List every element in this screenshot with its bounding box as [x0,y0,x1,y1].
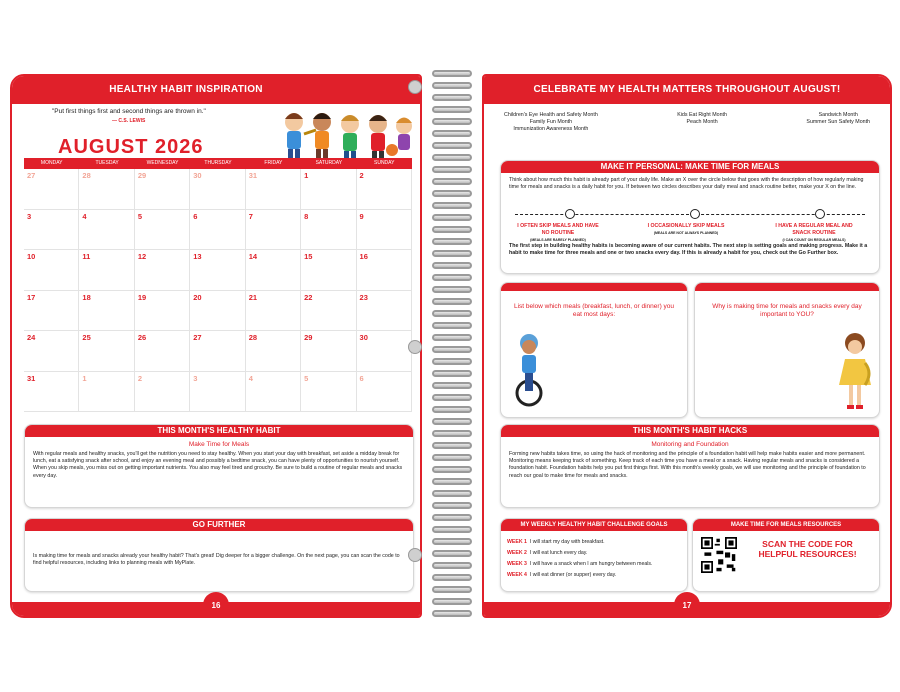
calendar-day-number: 7 [248,211,253,221]
spiral-ring [432,490,472,497]
go-further-body: Is making time for meals and snacks already your healthy habit? That's great! Dig deeper for a bigger challenge. On the next page, you can scan the code to find helpful resources, including links to planning meals with MyPlate. [33,553,400,567]
calendar-day-number: 29 [137,171,147,180]
spiral-ring [432,358,472,365]
calendar-day-cell[interactable] [79,250,134,291]
scale-option-1 [513,223,603,244]
spiral-ring [432,502,472,509]
calendar-day-cell[interactable] [135,250,190,291]
goal-text: I will have a snack when I am hungry between meals. [529,561,653,567]
spiral-ring [432,130,472,137]
calendar-day-number: 5 [137,211,143,221]
spiral-ring [432,538,472,545]
saxophone-girl-illustration [835,329,875,413]
spiral-ring [432,322,472,329]
habit-hacks-body: Forming new habits takes time, so using the hack of monitoring and the principle of a foundation habit will help make habits easier and more permanent. Monitoring means keeping track of something. Keep track of each time you have a meal or a snack. Having regular meals and snacks is considered a foundation habit. Foundation habits help you put first things first. With this month's weekly goals, we will use monitoring and the principle of foundation to reach our goal to make time for meals and snacks. [509,451,866,479]
weekly-goals-box [500,518,688,592]
calendar-day-cell[interactable] [190,331,245,372]
calendar-day-cell[interactable] [246,210,301,251]
calendar-day-cell[interactable] [79,331,134,372]
calendar-day-number: 1 [82,373,87,383]
spiral-ring [432,382,472,389]
calendar-day-number: 27 [27,171,36,180]
healthy-habit-box [24,424,414,508]
calendar-day-cell[interactable] [135,372,190,413]
calendar-day-cell[interactable] [190,169,245,210]
calendar-day-number: 4 [82,211,87,221]
calendar-body [24,169,412,412]
calendar-day-number: 23 [359,292,368,302]
go-further-box [24,518,414,592]
calendar-day-cell[interactable] [24,210,79,251]
weekday-label: FRIDAY [264,160,283,166]
observance-group: Sandwich Month Summer Sun Safety Month [806,112,870,125]
calendar-week-row [24,291,412,332]
weekday-label: SATURDAY [315,160,343,166]
habit-hacks-box [500,424,880,508]
spiral-ring [432,298,472,305]
calendar-day-cell[interactable] [135,210,190,251]
goal-week-label: WEEK 4 [507,572,527,578]
calendar-day-number: 11 [82,252,91,261]
make-it-personal-intro: Think about how much this habit is already part of your daily life. Make an X over the circle below that goes with the description of how regularly making time for meals and snacks is a daily habit for you. If between two circles describes your daily meal and snack routine better, make your X on the line. [509,177,864,191]
spiral-ring [432,550,472,557]
habit-hacks-subtitle: Monitoring and Foundation [651,441,729,448]
page-number-left: 16 [203,592,229,618]
calendar-day-number: 8 [304,211,309,221]
spiral-ring [432,370,472,377]
scale-option-2 [641,223,731,237]
calendar-day-number: 30 [359,333,368,342]
spiral-ring [432,562,472,569]
goal-text: I will eat lunch every day. [529,550,588,556]
calendar-day-number: 28 [82,171,91,180]
calendar-day-number: 25 [82,333,91,342]
calendar-week-row [24,372,412,413]
weekday-label: WEDNESDAY [146,160,179,166]
goal-week-label: WEEK 2 [507,550,527,556]
calendar-day-number: 3 [193,373,198,383]
weekday-header [24,158,412,169]
observance-group: Kids Eat Right Month Peach Month [677,112,727,125]
calendar-day-number: 6 [359,373,364,383]
calendar-grid [24,158,412,412]
scale-option-3 [769,223,859,244]
calendar-week-row [24,331,412,372]
spiral-binding [424,70,480,630]
spiral-ring [432,94,472,101]
weekday-label: THURSDAY [204,160,232,166]
calendar-day-cell[interactable] [79,210,134,251]
resources-title: MAKE TIME FOR MEALS RESOURCES [693,519,879,531]
spiral-ring [432,394,472,401]
spiral-ring [432,106,472,113]
calendar-week-row [24,250,412,291]
spiral-ring [432,166,472,173]
calendar-day-number: 4 [248,373,253,383]
calendar-day-cell[interactable] [301,291,356,332]
why-important-box[interactable] [694,282,880,418]
calendar-day-number: 28 [248,333,258,342]
calendar-day-cell[interactable] [79,291,134,332]
meals-list-header [501,283,687,291]
habit-scale [515,209,865,221]
spiral-ring [432,454,472,461]
make-it-personal-title: MAKE IT PERSONAL: MAKE TIME FOR MEALS [501,161,879,173]
calendar-day-cell[interactable] [301,372,356,413]
why-important-question: Why is making time for meals and snacks every day important to YOU? [712,303,862,318]
option-note: (I CAN COUNT ON REGULAR MEALS) [782,238,846,242]
health-observances [504,112,870,133]
weekly-goals-list [501,531,687,581]
calendar-day-cell[interactable] [24,331,79,372]
calendar-day-number: 2 [137,373,143,383]
spiral-ring [432,406,472,413]
calendar-day-cell[interactable] [246,169,301,210]
resources-box [692,518,880,592]
spiral-ring [432,142,472,149]
calendar-day-number: 1 [304,171,309,180]
goal-text: I will eat dinner (or supper) every day. [529,572,617,578]
calendar-day-cell[interactable] [357,210,412,251]
calendar-day-cell[interactable] [246,372,301,413]
calendar-day-cell[interactable] [24,291,79,332]
habit-hacks-title: THIS MONTH'S HABIT HACKS [501,425,879,437]
calendar-day-number: 31 [27,373,36,383]
meals-list-question: List below which meals (breakfast, lunch, or dinner) you eat most days: [513,303,675,318]
calendar-day-cell[interactable] [301,250,356,291]
calendar-day-cell[interactable] [24,372,79,413]
calendar-day-cell[interactable] [357,331,412,372]
spiral-ring [432,70,472,77]
calendar-day-cell[interactable] [190,210,245,251]
weekly-goal-item [501,570,687,581]
spiral-ring [432,226,472,233]
right-page [482,74,892,618]
spiral-ring [432,190,472,197]
spiral-ring [432,118,472,125]
option-label: I OCCASIONALLY SKIP MEALS [647,223,725,229]
page-number-right: 17 [674,592,700,618]
inspiration-band [12,76,420,104]
calendar-day-number: 6 [193,211,198,221]
calendar-day-cell[interactable] [135,169,190,210]
quote-text: "Put first things first and second things are thrown in." [52,108,206,115]
spiral-ring [432,250,472,257]
left-page [10,74,422,618]
healthy-habit-body: With regular meals and healthy snacks, you'll get the nutrition you need to stay healthy. When you start your day with breakfast, set aside a midday break for lunch, eat a satisfying snack after school, and enjoy an evening meal and possibly a bedtime snack, you can have plenty of opportunities to nourish yourself. When you skip meals, you miss out on getting important nutrients. You also may feel tired and grouchy. Be sure to build a routine of regular meals and snacks every day. [33,451,403,479]
biker-illustration [509,331,549,411]
calendar-day-number: 9 [359,211,364,221]
spiral-ring [432,334,472,341]
goal-text: I will start my day with breakfast. [529,539,605,545]
healthy-habit-subtitle: Make Time for Meals [188,441,250,448]
spiral-ring [432,598,472,605]
calendar-day-number: 15 [304,252,313,261]
spiral-ring [432,478,472,485]
calendar-week-row [24,210,412,251]
spiral-ring [432,154,472,161]
binder-hole [408,80,422,94]
calendar-day-number: 21 [248,292,258,302]
calendar-day-cell[interactable] [357,372,412,413]
weekly-goal-item [501,559,687,570]
calendar-day-cell[interactable] [24,250,79,291]
binder-hole [408,548,422,562]
calendar-day-cell[interactable] [246,331,301,372]
spiral-ring [432,514,472,521]
scale-circle-1[interactable] [565,209,575,219]
goal-week-label: WEEK 3 [507,561,527,567]
scan-code-text: SCAN THE CODE FOR HELPFUL RESOURCES! [758,539,857,559]
calendar-day-cell[interactable] [357,250,412,291]
calendar-day-cell[interactable] [301,210,356,251]
calendar-day-cell[interactable] [135,291,190,332]
calendar-day-number: 17 [27,292,36,302]
spiral-ring [432,574,472,581]
observance-group: Children's Eye Health and Safety Month Family Fun Month Immunization Awareness Month [504,112,598,132]
spiral-ring [432,466,472,473]
spiral-ring [432,214,472,221]
spiral-ring [432,202,472,209]
calendar-day-cell[interactable] [190,250,245,291]
inspiration-title: HEALTHY HABIT INSPIRATION [109,84,263,95]
option-label: I OFTEN SKIP MEALS AND HAVE NO ROUTINE [517,223,599,236]
why-important-header [695,283,879,291]
calendar-day-number: 16 [359,252,368,261]
calendar-day-number: 13 [193,252,202,261]
calendar-day-cell[interactable] [190,291,245,332]
make-it-personal-closing: The first step in building healthy habits is becoming aware of our current habits. The next step is setting goals and making progress. Make it a habit to make time for three meals and one or two snacks every day. If this is already a habit for you, check out the Go Further box. [509,243,868,257]
spiral-ring [432,430,472,437]
calendar-day-cell[interactable] [357,291,412,332]
calendar-day-cell[interactable] [301,331,356,372]
celebrate-band [484,76,890,104]
calendar-day-number: 24 [27,333,36,342]
spiral-ring [432,310,472,317]
make-it-personal-box [500,160,880,274]
spiral-ring [432,178,472,185]
qr-code-icon[interactable] [701,537,737,573]
calendar-day-number: 30 [193,171,202,180]
celebrate-title: CELEBRATE MY HEALTH MATTERS THROUGHOUT AUGUST! [533,84,841,95]
calendar-day-number: 31 [248,171,258,180]
quote-author: — C.S. LEWIS [112,118,146,124]
option-note: (MEALS ARE NOT ALWAYS PLANNED) [653,231,719,235]
weekday-label: MONDAY [40,160,63,166]
calendar-day-cell[interactable] [135,331,190,372]
spiral-ring [432,238,472,245]
spiral-ring [432,442,472,449]
calendar-day-number: 18 [82,292,91,302]
calendar-day-cell[interactable] [246,291,301,332]
spiral-ring [432,286,472,293]
spiral-ring [432,262,472,269]
calendar-day-number: 3 [27,211,32,221]
calendar-day-cell[interactable] [79,169,134,210]
weekly-goal-item [501,548,687,559]
calendar-day-cell[interactable] [79,372,134,413]
calendar-day-cell[interactable] [246,250,301,291]
weekly-goal-item [501,537,687,548]
spiral-ring [432,610,472,617]
calendar-day-number: 26 [137,333,147,342]
weekday-label: TUESDAY [95,160,119,166]
calendar-day-number: 27 [193,333,202,342]
option-note: (MEALS ARE RARELY PLANNED) [530,238,586,242]
scale-circle-2[interactable] [690,209,700,219]
calendar-day-number: 22 [304,292,313,302]
goal-week-label: WEEK 1 [507,539,527,545]
spiral-ring [432,586,472,593]
calendar-day-number: 10 [27,252,36,261]
spiral-ring [432,346,472,353]
weekly-goals-title: MY WEEKLY HEALTHY HABIT CHALLENGE GOALS [501,519,687,531]
month-title: AUGUST 2026 [58,136,204,158]
go-further-title: GO FURTHER [25,519,413,531]
healthy-habit-title: THIS MONTH'S HEALTHY HABIT [25,425,413,437]
calendar-day-number: 2 [359,171,364,180]
calendar-day-number: 12 [137,252,147,261]
spiral-ring [432,418,472,425]
calendar-day-number: 14 [248,252,258,261]
calendar-day-cell[interactable] [190,372,245,413]
binder-hole [408,340,422,354]
calendar-day-number: 19 [137,292,147,302]
calendar-day-cell[interactable] [24,169,79,210]
spiral-ring [432,82,472,89]
calendar-day-number: 20 [193,292,202,302]
spiral-ring [432,526,472,533]
scale-circle-3[interactable] [815,209,825,219]
calendar-day-cell[interactable] [301,169,356,210]
calendar-day-cell[interactable] [357,169,412,210]
calendar-day-number: 5 [304,373,309,383]
option-label: I HAVE A REGULAR MEAL AND SNACK ROUTINE [775,223,853,236]
calendar-week-row [24,169,412,210]
calendar-day-number: 29 [304,333,313,342]
weekday-label: SUNDAY [374,160,395,166]
meals-list-box[interactable] [500,282,688,418]
spiral-ring [432,274,472,281]
